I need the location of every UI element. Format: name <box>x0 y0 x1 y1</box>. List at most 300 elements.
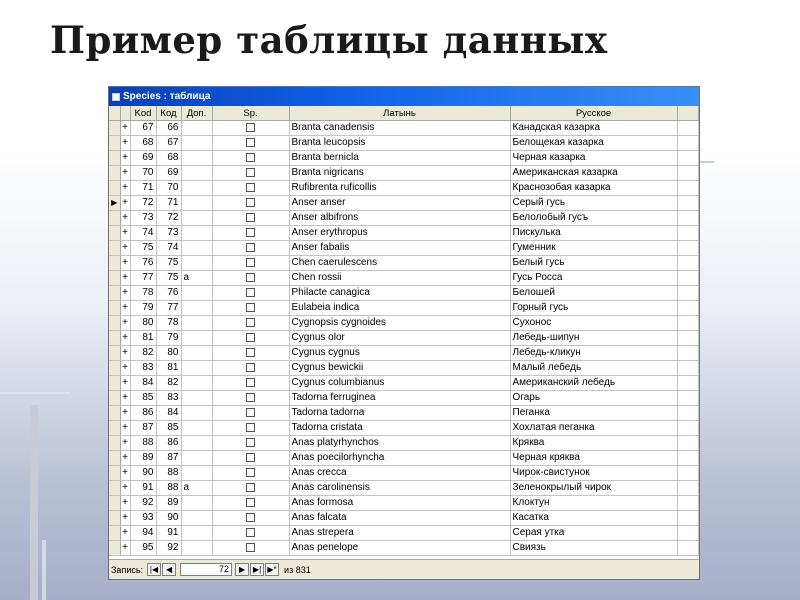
cell-kod[interactable]: 86 <box>156 436 181 451</box>
cell-empty <box>677 181 699 196</box>
cell-sp <box>212 211 289 226</box>
row-selector[interactable] <box>109 466 120 481</box>
cell-russian-name[interactable]: Серая утка <box>510 526 677 541</box>
row-selector[interactable] <box>109 181 120 196</box>
cell-kod-latin[interactable]: 91 <box>130 481 156 496</box>
cell-russian-name[interactable]: Гуменник <box>510 241 677 256</box>
row-selector[interactable] <box>109 241 120 256</box>
last-record-button[interactable] <box>250 563 264 576</box>
sp-checkbox[interactable] <box>246 408 255 417</box>
row-selector[interactable] <box>109 346 120 361</box>
row-selector[interactable] <box>109 121 120 136</box>
cell-kod[interactable]: 82 <box>156 376 181 391</box>
cell-kod[interactable]: 76 <box>156 286 181 301</box>
cell-dop[interactable] <box>181 196 212 211</box>
row-selector[interactable] <box>109 286 120 301</box>
cell-empty <box>677 436 699 451</box>
row-selector[interactable] <box>109 436 120 451</box>
expand-row-button[interactable]: + <box>120 121 130 136</box>
cell-kod[interactable]: 77 <box>156 301 181 316</box>
expand-row-button[interactable]: + <box>120 136 130 151</box>
table-row[interactable] <box>109 241 699 256</box>
cell-kod-latin[interactable]: 77 <box>130 271 156 286</box>
cell-kod-latin[interactable]: 72 <box>130 196 156 211</box>
sp-checkbox[interactable] <box>246 183 255 192</box>
cell-kod-latin[interactable]: 69 <box>130 151 156 166</box>
cell-empty <box>677 241 699 256</box>
cell-kod[interactable]: 87 <box>156 451 181 466</box>
cell-russian-name[interactable]: Касатка <box>510 511 677 526</box>
cell-kod-latin[interactable]: 73 <box>130 211 156 226</box>
expand-row-button[interactable]: + <box>120 376 130 391</box>
cell-latin-name[interactable]: Eulabeia indica <box>289 301 510 316</box>
expand-row-button[interactable]: + <box>120 436 130 451</box>
cell-dop[interactable] <box>181 226 212 241</box>
cell-kod[interactable]: 84 <box>156 406 181 421</box>
table-row[interactable] <box>109 211 699 226</box>
cell-sp <box>212 166 289 181</box>
column-header-russian[interactable]: Русское <box>510 106 677 121</box>
sp-checkbox[interactable] <box>246 423 255 432</box>
cell-kod[interactable]: 85 <box>156 421 181 436</box>
cell-kod-latin[interactable]: 76 <box>130 256 156 271</box>
table-row[interactable] <box>109 226 699 241</box>
column-header-sp[interactable]: Sp. <box>212 106 289 121</box>
cell-kod-latin[interactable]: 89 <box>130 451 156 466</box>
sp-checkbox[interactable] <box>246 483 255 492</box>
sp-checkbox[interactable] <box>246 243 255 252</box>
cell-latin-name[interactable]: Branta nigricans <box>289 166 510 181</box>
cell-kod[interactable]: 79 <box>156 331 181 346</box>
cell-russian-name[interactable]: Зеленокрылый чирок <box>510 481 677 496</box>
sp-checkbox[interactable] <box>246 198 255 207</box>
cell-kod-latin[interactable]: 67 <box>130 121 156 136</box>
current-record-input[interactable]: 72 <box>180 563 232 576</box>
cell-dop[interactable] <box>181 136 212 151</box>
cell-russian-name[interactable]: Хохлатая пеганка <box>510 421 677 436</box>
sp-checkbox[interactable] <box>246 453 255 462</box>
next-record-icon: ▶ <box>238 564 246 574</box>
cell-russian-name[interactable]: Американский лебедь <box>510 376 677 391</box>
sp-checkbox[interactable] <box>246 528 255 537</box>
cell-russian-name[interactable]: Белолобый гусъ <box>510 211 677 226</box>
cell-russian-name[interactable]: Горный гусь <box>510 301 677 316</box>
cell-empty <box>677 361 699 376</box>
cell-russian-name[interactable]: Американская казарка <box>510 166 677 181</box>
sp-checkbox[interactable] <box>246 288 255 297</box>
cell-kod[interactable]: 83 <box>156 391 181 406</box>
cell-dop[interactable] <box>181 286 212 301</box>
cell-sp <box>212 331 289 346</box>
first-record-icon: |◀ <box>149 564 159 574</box>
cell-dop[interactable] <box>181 466 212 481</box>
cell-latin-name[interactable]: Chen caerulescens <box>289 256 510 271</box>
row-selector[interactable] <box>109 316 120 331</box>
sp-checkbox[interactable] <box>246 138 255 147</box>
cell-empty <box>677 511 699 526</box>
row-selector[interactable] <box>109 526 120 541</box>
record-label: Запись: <box>111 564 144 575</box>
cell-kod[interactable]: 78 <box>156 316 181 331</box>
cell-russian-name[interactable]: Малый лебедь <box>510 361 677 376</box>
cell-latin-name[interactable]: Branta leucopsis <box>289 136 510 151</box>
expand-row-button[interactable]: + <box>120 316 130 331</box>
sp-checkbox[interactable] <box>246 363 255 372</box>
cell-kod[interactable]: 92 <box>156 541 181 556</box>
row-selector[interactable] <box>109 541 120 556</box>
cell-empty <box>677 526 699 541</box>
datasheet-grid <box>109 106 699 556</box>
table-row[interactable] <box>109 481 699 496</box>
cell-latin-name[interactable]: Tadorna ferruginea <box>289 391 510 406</box>
table-row[interactable] <box>109 451 699 466</box>
table-row[interactable] <box>109 271 699 286</box>
slide-title: Пример таблицы данных <box>50 18 608 62</box>
cell-russian-name[interactable]: Пеганка <box>510 406 677 421</box>
table-icon <box>112 93 120 101</box>
cell-kod[interactable]: 73 <box>156 226 181 241</box>
table-row[interactable] <box>109 541 699 556</box>
last-record-icon: ▶| <box>252 564 262 574</box>
cell-kod[interactable]: 66 <box>156 121 181 136</box>
record-navigation-bar <box>109 559 699 579</box>
expand-row-button[interactable]: + <box>120 301 130 316</box>
cell-dop[interactable] <box>181 331 212 346</box>
table-row[interactable] <box>109 526 699 541</box>
cell-kod[interactable]: 80 <box>156 346 181 361</box>
row-selector[interactable] <box>109 166 120 181</box>
expand-row-button[interactable]: + <box>120 421 130 436</box>
row-selector[interactable] <box>109 211 120 226</box>
sp-checkbox[interactable] <box>246 438 255 447</box>
cell-dop[interactable]: a <box>181 271 212 286</box>
cell-latin-name[interactable]: Anas formosa <box>289 496 510 511</box>
row-selector[interactable] <box>109 391 120 406</box>
sp-checkbox[interactable] <box>246 498 255 507</box>
cell-dop[interactable] <box>181 256 212 271</box>
cell-latin-name[interactable]: Branta bernicla <box>289 151 510 166</box>
table-row[interactable] <box>109 406 699 421</box>
cell-kod-latin[interactable]: 88 <box>130 436 156 451</box>
row-selector[interactable] <box>109 421 120 436</box>
column-header-latin[interactable]: Латынь <box>289 106 510 121</box>
cell-russian-name[interactable]: Свиязь <box>510 541 677 556</box>
sp-checkbox[interactable] <box>246 153 255 162</box>
cell-dop[interactable] <box>181 121 212 136</box>
cell-kod-latin[interactable]: 83 <box>130 361 156 376</box>
cell-russian-name[interactable]: Гусь Росса <box>510 271 677 286</box>
expand-row-button[interactable]: + <box>120 181 130 196</box>
first-record-button[interactable] <box>147 563 161 576</box>
cell-dop[interactable] <box>181 151 212 166</box>
cell-dop[interactable] <box>181 211 212 226</box>
cell-kod-latin[interactable]: 84 <box>130 376 156 391</box>
table-row[interactable] <box>109 331 699 346</box>
cell-russian-name[interactable]: Пискулька <box>510 226 677 241</box>
cell-russian-name[interactable]: Клоктун <box>510 496 677 511</box>
row-selector[interactable] <box>109 511 120 526</box>
window-titlebar[interactable] <box>109 87 699 106</box>
cell-dop[interactable] <box>181 166 212 181</box>
cell-russian-name[interactable]: Огарь <box>510 391 677 406</box>
cell-latin-name[interactable]: Anas carolinensis <box>289 481 510 496</box>
expand-row-button[interactable]: + <box>120 496 130 511</box>
row-selector[interactable] <box>109 256 120 271</box>
cell-kod-latin[interactable]: 92 <box>130 496 156 511</box>
column-header-dop[interactable]: Доп. <box>181 106 212 121</box>
cell-latin-name[interactable]: Philacte canagica <box>289 286 510 301</box>
cell-russian-name[interactable]: Канадская казарка <box>510 121 677 136</box>
sp-checkbox[interactable] <box>246 348 255 357</box>
expand-row-button[interactable]: + <box>120 166 130 181</box>
cell-sp <box>212 271 289 286</box>
cell-kod[interactable]: 72 <box>156 211 181 226</box>
next-record-button[interactable] <box>235 563 249 576</box>
column-header-kod-latin[interactable]: Kod <box>130 106 156 121</box>
cell-sp <box>212 361 289 376</box>
cell-kod-latin[interactable]: 85 <box>130 391 156 406</box>
cell-kod-latin[interactable]: 68 <box>130 136 156 151</box>
row-selector[interactable] <box>109 496 120 511</box>
cell-dop[interactable] <box>181 346 212 361</box>
cell-kod[interactable]: 91 <box>156 526 181 541</box>
table-row[interactable] <box>109 181 699 196</box>
table-row[interactable] <box>109 391 699 406</box>
cell-empty <box>677 121 699 136</box>
cell-russian-name[interactable]: Черная кряква <box>510 451 677 466</box>
cell-kod[interactable]: 75 <box>156 256 181 271</box>
cell-latin-name[interactable]: Rufibrenta ruficollis <box>289 181 510 196</box>
expand-row-button[interactable]: + <box>120 196 130 211</box>
cell-latin-name[interactable]: Anser fabalis <box>289 241 510 256</box>
cell-dop[interactable] <box>181 526 212 541</box>
cell-kod-latin[interactable]: 71 <box>130 181 156 196</box>
cell-kod-latin[interactable]: 86 <box>130 406 156 421</box>
row-selector[interactable] <box>109 481 120 496</box>
sp-checkbox[interactable] <box>246 543 255 552</box>
row-selector[interactable] <box>109 196 120 211</box>
cell-kod[interactable]: 71 <box>156 196 181 211</box>
cell-kod[interactable]: 68 <box>156 151 181 166</box>
cell-kod[interactable]: 74 <box>156 241 181 256</box>
expand-row-button[interactable]: + <box>120 226 130 241</box>
table-row[interactable] <box>109 436 699 451</box>
cell-kod[interactable]: 75 <box>156 271 181 286</box>
table-row[interactable] <box>109 511 699 526</box>
table-row[interactable] <box>109 316 699 331</box>
cell-dop[interactable] <box>181 436 212 451</box>
cell-latin-name[interactable]: Anser albifrons <box>289 211 510 226</box>
row-selector[interactable] <box>109 331 120 346</box>
cell-dop[interactable] <box>181 406 212 421</box>
cell-dop[interactable] <box>181 301 212 316</box>
cell-dop[interactable] <box>181 361 212 376</box>
row-selector[interactable] <box>109 301 120 316</box>
cell-kod[interactable]: 69 <box>156 166 181 181</box>
table-row[interactable] <box>109 361 699 376</box>
expand-row-button[interactable]: + <box>120 511 130 526</box>
expand-row-button[interactable]: + <box>120 481 130 496</box>
cell-russian-name[interactable]: Краснозобая казарка <box>510 181 677 196</box>
cell-latin-name[interactable]: Cygnopsis cygnoides <box>289 316 510 331</box>
row-selector[interactable] <box>109 361 120 376</box>
cell-kod-latin[interactable]: 90 <box>130 466 156 481</box>
expand-row-button[interactable]: + <box>120 361 130 376</box>
cell-kod[interactable]: 81 <box>156 361 181 376</box>
cell-russian-name[interactable]: Черная казарка <box>510 151 677 166</box>
previous-record-button[interactable] <box>162 563 176 576</box>
row-selector[interactable] <box>109 271 120 286</box>
row-selector[interactable] <box>109 376 120 391</box>
cell-dop[interactable] <box>181 511 212 526</box>
cell-latin-name[interactable]: Branta canadensis <box>289 121 510 136</box>
expand-row-button[interactable]: + <box>120 271 130 286</box>
cell-latin-name[interactable]: Anas poecilorhyncha <box>289 451 510 466</box>
cell-russian-name[interactable]: Белощекая казарка <box>510 136 677 151</box>
expand-row-button[interactable]: + <box>120 211 130 226</box>
table-row[interactable] <box>109 256 699 271</box>
sp-checkbox[interactable] <box>246 333 255 342</box>
cell-sp <box>212 256 289 271</box>
cell-latin-name[interactable]: Cygnus olor <box>289 331 510 346</box>
cell-latin-name[interactable]: Tadorna cristata <box>289 421 510 436</box>
cell-latin-name[interactable]: Cygnus bewickii <box>289 361 510 376</box>
expand-row-button[interactable]: + <box>120 331 130 346</box>
cell-kod-latin[interactable]: 93 <box>130 511 156 526</box>
cell-dop[interactable] <box>181 376 212 391</box>
row-selector[interactable] <box>109 226 120 241</box>
cell-kod-latin[interactable]: 78 <box>130 286 156 301</box>
cell-latin-name[interactable]: Cygnus columbianus <box>289 376 510 391</box>
cell-latin-name[interactable]: Tadorna tadorna <box>289 406 510 421</box>
header-row <box>109 106 699 121</box>
cell-latin-name[interactable]: Anas crecca <box>289 466 510 481</box>
table-row[interactable] <box>109 286 699 301</box>
cell-kod-latin[interactable]: 74 <box>130 226 156 241</box>
table-row[interactable] <box>109 196 699 211</box>
cell-kod[interactable]: 88 <box>156 481 181 496</box>
cell-dop[interactable] <box>181 391 212 406</box>
table-row[interactable] <box>109 166 699 181</box>
cell-dop[interactable] <box>181 241 212 256</box>
table-row[interactable] <box>109 346 699 361</box>
cell-latin-name[interactable]: Anas platyrhynchos <box>289 436 510 451</box>
cell-kod-latin[interactable]: 81 <box>130 331 156 346</box>
select-all-corner[interactable] <box>109 106 120 121</box>
cell-russian-name[interactable]: Белошей <box>510 286 677 301</box>
cell-latin-name[interactable]: Anser erythropus <box>289 226 510 241</box>
new-record-button[interactable] <box>265 563 279 576</box>
expand-row-button[interactable]: + <box>120 151 130 166</box>
sp-checkbox[interactable] <box>246 468 255 477</box>
cell-latin-name[interactable]: Anas penelope <box>289 541 510 556</box>
cell-dop[interactable] <box>181 496 212 511</box>
table-row[interactable] <box>109 496 699 511</box>
expand-row-button[interactable]: + <box>120 286 130 301</box>
cell-russian-name[interactable]: Лебедь-шипун <box>510 331 677 346</box>
expand-row-button[interactable]: + <box>120 391 130 406</box>
expand-row-button[interactable]: + <box>120 406 130 421</box>
cell-dop[interactable] <box>181 421 212 436</box>
cell-latin-name[interactable]: Cygnus cygnus <box>289 346 510 361</box>
cell-kod[interactable]: 89 <box>156 496 181 511</box>
sp-checkbox[interactable] <box>246 228 255 237</box>
cell-kod[interactable]: 70 <box>156 181 181 196</box>
sp-checkbox[interactable] <box>246 318 255 327</box>
cell-latin-name[interactable]: Chen rossii <box>289 271 510 286</box>
sp-checkbox[interactable] <box>246 303 255 312</box>
cell-latin-name[interactable]: Anser anser <box>289 196 510 211</box>
cell-kod-latin[interactable]: 82 <box>130 346 156 361</box>
expand-row-button[interactable]: + <box>120 541 130 556</box>
sp-checkbox[interactable] <box>246 258 255 267</box>
cell-kod[interactable]: 67 <box>156 136 181 151</box>
sp-checkbox[interactable] <box>246 213 255 222</box>
cell-dop[interactable] <box>181 451 212 466</box>
table-row[interactable] <box>109 151 699 166</box>
expand-row-button[interactable]: + <box>120 526 130 541</box>
sp-checkbox[interactable] <box>246 273 255 282</box>
cell-dop[interactable] <box>181 181 212 196</box>
cell-kod[interactable]: 90 <box>156 511 181 526</box>
row-selector[interactable] <box>109 451 120 466</box>
cell-empty <box>677 316 699 331</box>
cell-russian-name[interactable]: Кряква <box>510 436 677 451</box>
cell-kod[interactable]: 88 <box>156 466 181 481</box>
cell-latin-name[interactable]: Anas strepera <box>289 526 510 541</box>
sp-checkbox[interactable] <box>246 378 255 387</box>
row-selector[interactable] <box>109 406 120 421</box>
cell-kod-latin[interactable]: 87 <box>130 421 156 436</box>
sp-checkbox[interactable] <box>246 168 255 177</box>
table-row[interactable] <box>109 136 699 151</box>
sp-checkbox[interactable] <box>246 393 255 402</box>
cell-dop[interactable] <box>181 541 212 556</box>
cell-kod-latin[interactable]: 94 <box>130 526 156 541</box>
cell-russian-name[interactable]: Белый гусь <box>510 256 677 271</box>
cell-russian-name[interactable]: Лебедь-кликун <box>510 346 677 361</box>
cell-dop[interactable] <box>181 316 212 331</box>
cell-kod-latin[interactable]: 75 <box>130 241 156 256</box>
table-row[interactable] <box>109 376 699 391</box>
table-row[interactable] <box>109 466 699 481</box>
cell-kod-latin[interactable]: 70 <box>130 166 156 181</box>
column-header-kod[interactable]: Код <box>156 106 181 121</box>
row-selector[interactable] <box>109 136 120 151</box>
sp-checkbox[interactable] <box>246 123 255 132</box>
cell-empty <box>677 391 699 406</box>
cell-russian-name[interactable]: Сухонос <box>510 316 677 331</box>
cell-latin-name[interactable]: Anas falcata <box>289 511 510 526</box>
cell-kod-latin[interactable]: 95 <box>130 541 156 556</box>
expand-row-button[interactable]: + <box>120 451 130 466</box>
expand-row-button[interactable]: + <box>120 466 130 481</box>
cell-kod-latin[interactable]: 79 <box>130 301 156 316</box>
cell-dop[interactable]: a <box>181 481 212 496</box>
cell-russian-name[interactable]: Чирок-свистунок <box>510 466 677 481</box>
expand-row-button[interactable]: + <box>120 241 130 256</box>
expand-row-button[interactable]: + <box>120 346 130 361</box>
expand-row-button[interactable]: + <box>120 256 130 271</box>
table-row[interactable] <box>109 301 699 316</box>
row-selector[interactable] <box>109 151 120 166</box>
cell-kod-latin[interactable]: 80 <box>130 316 156 331</box>
sp-checkbox[interactable] <box>246 513 255 522</box>
cell-empty <box>677 481 699 496</box>
table-row[interactable] <box>109 121 699 136</box>
cell-russian-name[interactable]: Серый гусь <box>510 196 677 211</box>
table-row[interactable] <box>109 421 699 436</box>
